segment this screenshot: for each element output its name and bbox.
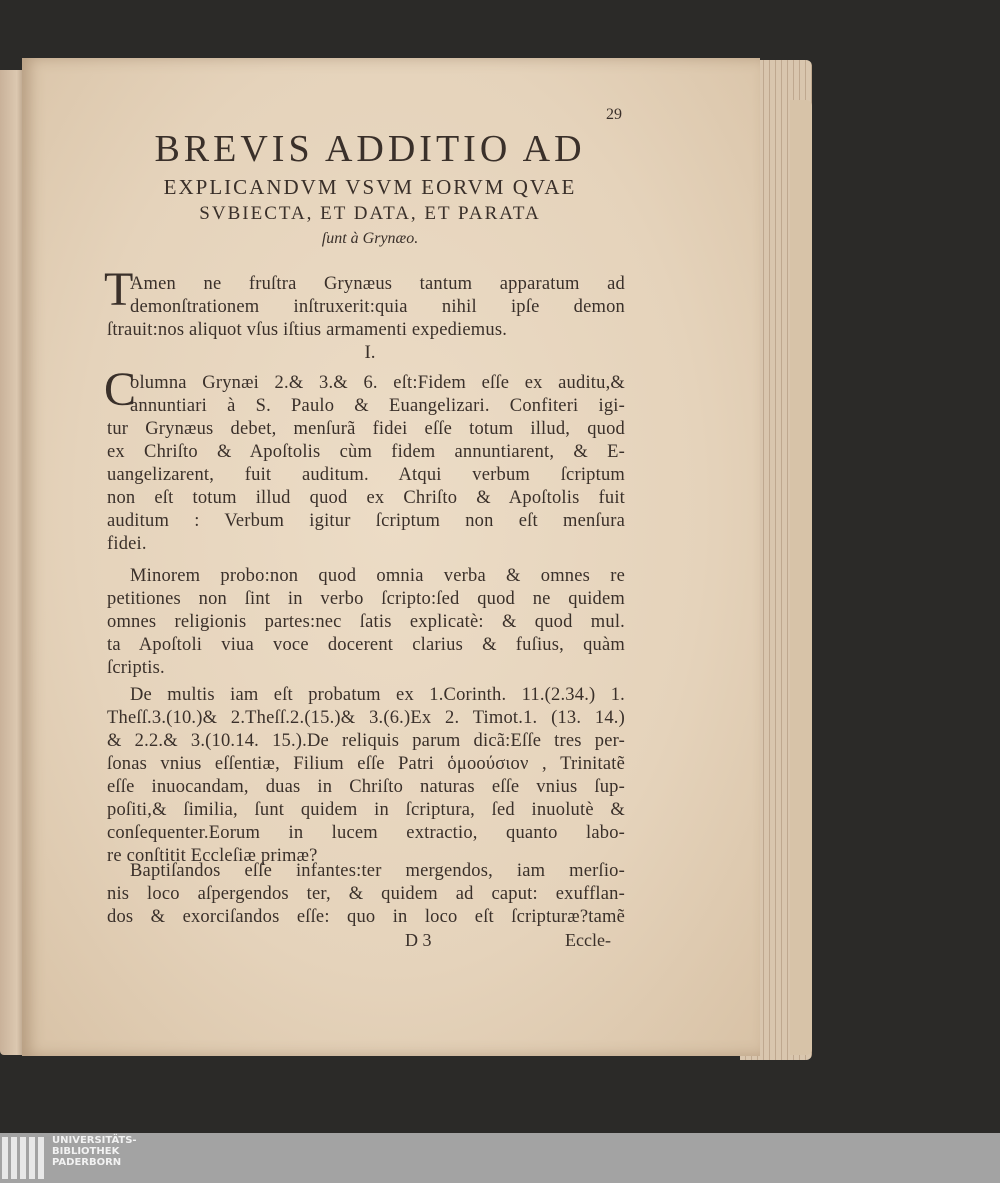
text-line: uangelizarent, fuit auditum. Atqui verbum ſcriptum xyxy=(107,465,625,485)
library-footer xyxy=(0,1133,1000,1183)
text-line: De multis iam eſt probatum ex 1.Corinth. 11.(2.34.) 1. xyxy=(130,685,625,705)
text-line: tur Grynæus debet, menſurã fidei eſſe totum illud, quod xyxy=(107,419,625,439)
page-number: 29 xyxy=(606,106,622,123)
text-line: & 2.2.& 3.(10.14. 15.).De reliquis parum dicã:Eſſe tres per- xyxy=(107,731,625,751)
text-line: poſiti,& ſimilia, ſunt quidem in ſcriptura, ſed inuolutè & xyxy=(107,800,625,820)
title-line-1: BREVIS ADDITIO AD xyxy=(154,128,586,170)
drop-cap: T xyxy=(104,263,134,316)
library-name-line-2: BIBLIOTHEK xyxy=(52,1146,120,1157)
section-number: I. xyxy=(364,342,376,363)
text-line: ex Chriſto & Apoſtolis cùm fidem annuntiarent, & E- xyxy=(107,442,625,462)
text-line: ſonas vnius eſſentiæ, Filium eſſe Patri ὁμοούσιον , Trinitatẽ xyxy=(107,754,625,774)
text-line: conſequenter.Eorum in lucem extractio, quanto labo- xyxy=(107,823,625,843)
text-line: ſcriptis. xyxy=(107,658,165,678)
text-line: eſſe inuocandam, duas in Chriſto naturas eſſe vnius ſup- xyxy=(107,777,625,797)
title-line-2: EXPLICANDVM VSVM EORVM QVAE xyxy=(163,175,577,199)
drop-cap: C xyxy=(104,363,137,416)
text-line: annuntiari à S. Paulo & Euangelizari. Confiteri igi- xyxy=(130,396,625,416)
text-line: dos & exorciſandos eſſe: quo in loco eſt ſcripturæ?tamẽ xyxy=(107,907,625,927)
catchword: Eccle- xyxy=(565,930,611,950)
text-line: re conſtitit Eccleſiæ primæ? xyxy=(107,846,318,866)
page-stack-edge-outer xyxy=(790,100,812,1055)
text-line: olumna Grynæi 2.& 3.& 6. eſt:Fidem eſſe ex auditu,& xyxy=(130,373,625,393)
text-line: Minorem probo:non quod omnia verba & omnes re xyxy=(130,566,625,586)
library-logo-icon xyxy=(2,1137,44,1179)
text-line: ta Apoſtoli viua voce docerent clarius & fuſius, quàm xyxy=(107,635,625,655)
text-line: non eſt totum illud quod ex Chriſto & Apoſtolis fuit xyxy=(107,488,625,508)
text-line: omnes religionis partes:nec ſatis explicatè: & quod mul. xyxy=(107,612,625,632)
text-line: ſtrauit:nos aliquot vſus iſtius armamenti expediemus. xyxy=(107,320,508,340)
text-line: auditum : Verbum igitur ſcriptum non eſt menſura xyxy=(107,511,625,531)
text-line: Theſſ.3.(10.)& 2.Theſſ.2.(15.)& 3.(6.)Ex 2. Timot.1. (13. 14.) xyxy=(107,708,625,728)
library-name-line-3: PADERBORN xyxy=(52,1157,122,1168)
library-name-line-1: UNIVERSITÄTS- xyxy=(52,1135,137,1146)
signature-mark: D 3 xyxy=(405,930,432,950)
text-line: Amen ne fruſtra Grynæus tantum apparatum ad xyxy=(130,274,625,294)
library-name xyxy=(52,1135,137,1168)
title-line-3: SVBIECTA, ET DATA, ET PARATA xyxy=(199,203,541,224)
text-line: petitiones non ſint in verbo ſcripto:ſed quod ne quidem xyxy=(107,589,625,609)
text-line: nis loco aſpergendos ter, & quidem ad caput: exufflan- xyxy=(107,884,625,904)
text-line: demonſtrationem inſtruxerit:quia nihil ipſe demon xyxy=(130,297,625,317)
text-line: fidei. xyxy=(107,534,147,554)
text-line: Baptiſandos eſſe infantes:ter mergendos, iam merſio- xyxy=(130,861,625,881)
title-line-4: ſunt à Grynæo. xyxy=(321,230,419,247)
